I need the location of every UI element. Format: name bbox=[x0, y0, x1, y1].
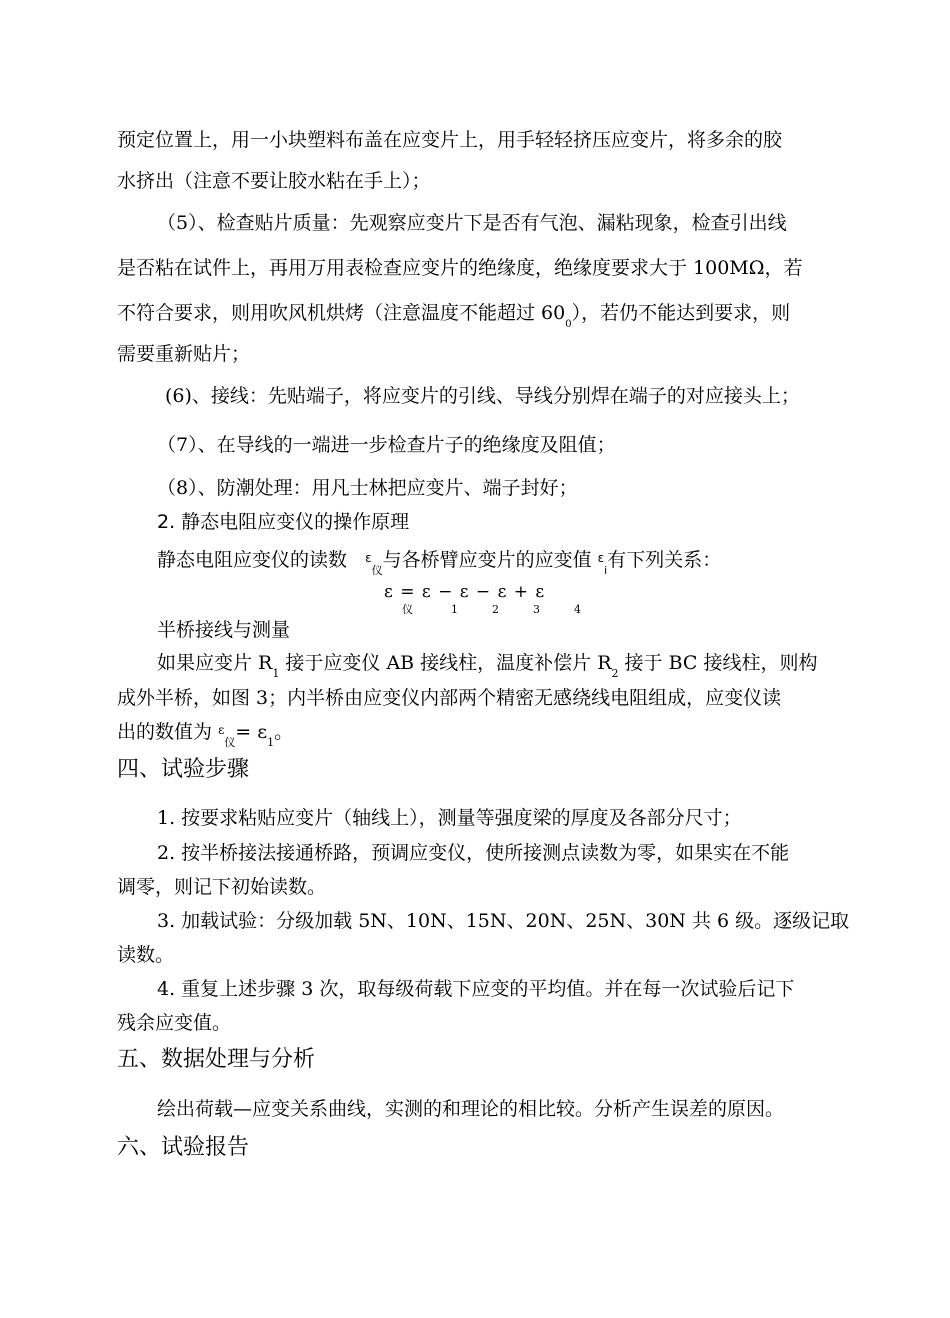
paragraph-line bbox=[157, 548, 721, 575]
epsilon-symbol: ε bbox=[597, 551, 605, 565]
paragraph-text: 如果应变片 R bbox=[157, 652, 273, 674]
step-line: 1. 按要求粘贴应变片（轴线上），测量等强度梁的厚度及各部分尺寸； bbox=[157, 807, 742, 829]
paragraph-text: 。 bbox=[274, 721, 294, 743]
paragraph-line: （5）、检查贴片质量：先观察应变片下是否有气泡、漏粘现象，检查引出线 bbox=[157, 212, 787, 234]
formula-subscript: 1 bbox=[451, 603, 458, 616]
formula-subscript: 3 bbox=[533, 603, 540, 616]
paragraph-text: 出的数值为 bbox=[117, 721, 213, 743]
resistor-subscript: 1 bbox=[272, 667, 280, 680]
paragraph-line: 绘出荷载—应变关系曲线，实测的和理论的相比较。分析产生误差的原因。 bbox=[157, 1098, 785, 1120]
paragraph-line: 需要重新贴片； bbox=[117, 343, 251, 365]
section-title: 半桥接线与测量 bbox=[157, 619, 291, 641]
paragraph-line: 预定位置上，用一小块塑料布盖在应变片上，用手轻轻挤压应变片，将多余的胶 bbox=[117, 129, 783, 151]
paragraph-text: ），若仍不能达到要求，则 bbox=[571, 302, 791, 324]
step-line: 4. 重复上述步骤 3 次，取每级荷载下应变的平均值。并在每一次试验后记下 bbox=[157, 978, 795, 1000]
formula: ε = ε − ε − ε + ε bbox=[384, 582, 546, 602]
step-line: 2. 按半桥接法接通桥路，预调应变仪，使所接测点读数为零，如果实在不能 bbox=[157, 842, 790, 864]
paragraph-text: 与各桥臂应变片的应变值 bbox=[382, 549, 592, 571]
paragraph-line bbox=[117, 301, 790, 329]
paragraph-text: 接于 BC 接线柱，则构 bbox=[618, 652, 818, 674]
paragraph-line: 是否粘在试件上，再用万用表检查应变片的绝缘度，绝缘度要求大于 100MΩ，若 bbox=[117, 257, 803, 279]
paragraph-line bbox=[117, 720, 293, 747]
step-line: 读数。 bbox=[117, 944, 175, 966]
epsilon-subscript: 1 bbox=[267, 736, 275, 749]
step-line: 残余应变值。 bbox=[117, 1012, 232, 1034]
formula-subscript: 仪 bbox=[402, 603, 413, 616]
section-heading: 四、试验步骤 bbox=[117, 757, 250, 782]
epsilon-subscript: i bbox=[604, 564, 608, 577]
epsilon-subscript: 仪 bbox=[224, 736, 236, 749]
step-line: 3. 加载试验：分级加载 5N、10N、15N、20N、25N、30N 共 6 级。逐级记取 bbox=[157, 910, 850, 932]
epsilon-symbol: ε bbox=[218, 723, 225, 737]
paragraph-text: 静态电阻应变仪的读数 bbox=[157, 549, 348, 571]
section-heading: 六、试验报告 bbox=[117, 1135, 250, 1160]
degree-subscript: 0 bbox=[565, 319, 572, 330]
formula-subscript: 2 bbox=[492, 603, 499, 616]
step-line: 调零，则记下初始读数。 bbox=[117, 876, 327, 898]
epsilon-symbol: ε bbox=[365, 551, 372, 565]
paragraph-text: 不符合要求，则用吹风机烘烤（注意温度不能超过 60 bbox=[117, 302, 566, 324]
paragraph-line: （7）、在导线的一端进一步检查片子的绝缘度及阻值； bbox=[157, 434, 616, 456]
paragraph-line: 成外半桥，如图 3；内半桥由应变仪内部两个精密无感绕线电阻组成，应变仪读 bbox=[117, 687, 782, 709]
paragraph-text: 接于应变仪 AB 接线柱，温度补偿片 R bbox=[279, 652, 612, 674]
paragraph-text: = ε bbox=[235, 721, 268, 743]
paragraph-text: 有下列关系： bbox=[607, 549, 722, 571]
paragraph-line bbox=[157, 651, 818, 678]
epsilon-subscript: 仪 bbox=[371, 564, 383, 577]
paragraph-line: （8）、防潮处理：用凡士林把应变片、端子封好； bbox=[157, 477, 578, 499]
paragraph-line: (6)、接线：先贴端子，将应变片的引线、导线分别焊在端子的对应接头上； bbox=[165, 385, 800, 407]
formula-subscript: 4 bbox=[574, 603, 581, 616]
section-title: 2. 静态电阻应变仪的操作原理 bbox=[157, 511, 410, 533]
section-heading: 五、数据处理与分析 bbox=[117, 1047, 316, 1072]
paragraph-line: 水挤出（注意不要让胶水粘在手上）； bbox=[117, 170, 431, 192]
resistor-subscript: 2 bbox=[611, 667, 619, 680]
formula-subscripts bbox=[384, 598, 604, 614]
